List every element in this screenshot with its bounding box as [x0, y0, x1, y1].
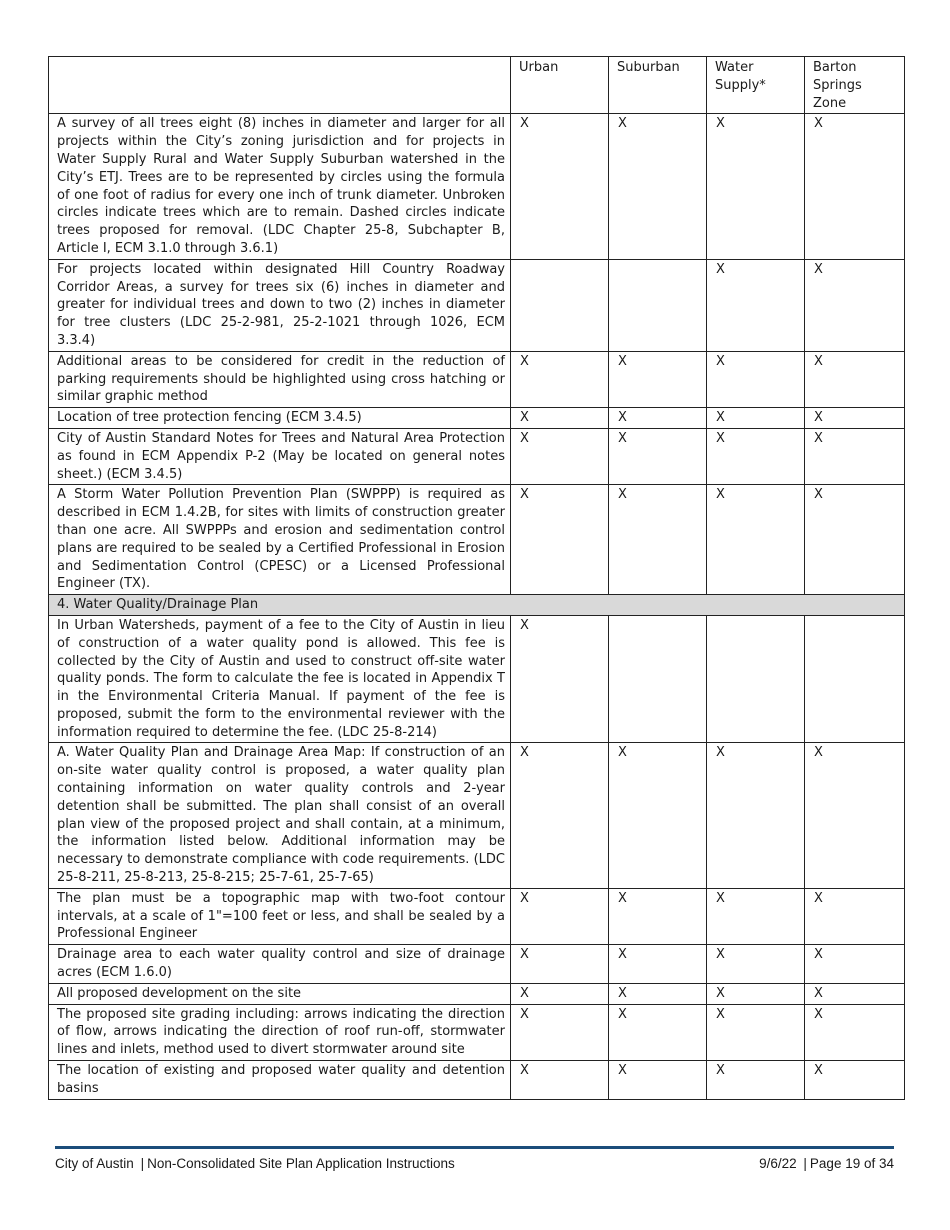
- cell-barton-springs: X: [805, 983, 905, 1004]
- cell-barton-springs: X: [805, 259, 905, 351]
- footer-page-number: Page 19 of 34: [809, 1156, 894, 1171]
- row-description: The proposed site grading including: arrows indicating the direction of flow, arrows indicating the direction of roof run-off, stormwater lines and inlets, method used to divert stormwater around site: [49, 1004, 511, 1060]
- header-suburban: Suburban: [609, 57, 707, 114]
- row-description: All proposed development on the site: [49, 983, 511, 1004]
- footer-separator: |: [803, 1156, 807, 1171]
- cell-urban: X: [511, 408, 609, 429]
- cell-water-supply: X: [707, 743, 805, 888]
- table-row: [49, 114, 905, 259]
- cell-urban: X: [511, 351, 609, 407]
- cell-suburban: [609, 259, 707, 351]
- cell-water-supply: X: [707, 983, 805, 1004]
- table-row: [49, 983, 905, 1004]
- cell-suburban: X: [609, 351, 707, 407]
- row-description: For projects located within designated Hill Country Roadway Corridor Areas, a survey for trees six (6) inches in diameter and greater for individual trees and down to two (2) inches in diameter for tree clusters (LDC 25-2-981, 25-2-1021 through 1026, ECM 3.3.4): [49, 259, 511, 351]
- cell-water-supply: X: [707, 351, 805, 407]
- cell-barton-springs: X: [805, 114, 905, 259]
- row-description: A survey of all trees eight (8) inches in diameter and larger for all projects within the City’s zoning jurisdiction and for projects in Water Supply Rural and Water Supply Suburban watershed in the City’s ETJ. Trees are to be represented by circles using the formula of one foot of radius for every one inch of trunk diameter. Unbroken circles indicate trees which are to remain. Dashed circles indicate trees proposed for removal. (LDC Chapter 25-8, Subchapter B, Article I, ECM 3.1.0 through 3.6.1): [49, 114, 511, 259]
- header-barton-springs: Barton Springs Zone: [805, 57, 905, 114]
- footer-document-title: Non-Consolidated Site Plan Application Instructions: [147, 1156, 455, 1171]
- row-description: City of Austin Standard Notes for Trees and Natural Area Protection as found in ECM Appendix P-2 (May be located on general notes sheet.) (ECM 3.4.5): [49, 428, 511, 484]
- cell-barton-springs: X: [805, 485, 905, 595]
- header-urban: Urban: [511, 57, 609, 114]
- table-row: [49, 485, 905, 595]
- footer-separator: |: [140, 1156, 145, 1171]
- cell-barton-springs: X: [805, 1061, 905, 1100]
- section-heading-row: [49, 595, 905, 616]
- table-row: [49, 743, 905, 888]
- footer-left: [55, 1156, 455, 1171]
- row-description: Drainage area to each water quality control and size of drainage acres (ECM 1.6.0): [49, 945, 511, 984]
- cell-suburban: X: [609, 408, 707, 429]
- table-row: [49, 615, 905, 743]
- row-description: The plan must be a topographic map with two-foot contour intervals, at a scale of 1"=100 feet or less, and shall be sealed by a Professional Engineer: [49, 888, 511, 944]
- footer-rule: [55, 1146, 894, 1149]
- cell-suburban: X: [609, 485, 707, 595]
- cell-water-supply: X: [707, 485, 805, 595]
- table-row: [49, 428, 905, 484]
- header-row: [49, 57, 905, 114]
- header-water-supply: Water Supply*: [707, 57, 805, 114]
- table-row: [49, 1004, 905, 1060]
- footer-date: 9/6/22: [759, 1156, 797, 1171]
- row-description: Additional areas to be considered for credit in the reduction of parking requirements should be highlighted using cross hatching or similar graphic method: [49, 351, 511, 407]
- cell-suburban: X: [609, 1004, 707, 1060]
- cell-suburban: X: [609, 114, 707, 259]
- cell-barton-springs: X: [805, 1004, 905, 1060]
- requirements-table: [48, 56, 905, 1100]
- row-description: In Urban Watersheds, payment of a fee to the City of Austin in lieu of construction of a water quality pond is allowed. This fee is collected by the City of Austin and used to construct off-site water quality ponds. The form to calculate the fee is located in Appendix T in the Environmental Criteria Manual. If payment of the fee is proposed, submit the form to the environmental reviewer with the information required to determine the fee. (LDC 25-8-214): [49, 615, 511, 743]
- cell-urban: X: [511, 615, 609, 743]
- cell-suburban: X: [609, 945, 707, 984]
- row-description: Location of tree protection fencing (ECM 3.4.5): [49, 408, 511, 429]
- cell-barton-springs: X: [805, 743, 905, 888]
- table-row: [49, 259, 905, 351]
- cell-barton-springs: X: [805, 351, 905, 407]
- cell-urban: X: [511, 485, 609, 595]
- cell-suburban: X: [609, 743, 707, 888]
- cell-suburban: X: [609, 983, 707, 1004]
- row-description: The location of existing and proposed water quality and detention basins: [49, 1061, 511, 1100]
- cell-urban: X: [511, 1061, 609, 1100]
- cell-barton-springs: X: [805, 428, 905, 484]
- row-description: A. Water Quality Plan and Drainage Area Map: If construction of an on-site water quality control is proposed, a water quality plan containing information on water quality controls and 2-year detention shall be submitted. The plan shall consist of an overall plan view of the proposed project and shall contain, at a minimum, the information listed below. Additional information may be necessary to demonstrate compliance with code requirements. (LDC 25-8-211, 25-8-213, 25-8-215; 25-7-61, 25-7-65): [49, 743, 511, 888]
- cell-urban: X: [511, 1004, 609, 1060]
- cell-water-supply: [707, 615, 805, 743]
- cell-barton-springs: [805, 615, 905, 743]
- cell-water-supply: X: [707, 1061, 805, 1100]
- row-description: A Storm Water Pollution Prevention Plan (SWPPP) is required as described in ECM 1.4.2B, for sites with limits of construction greater than one acre. All SWPPPs and erosion and sedimentation control plans are required to be sealed by a Certified Professional in Erosion and Sedimentation Control (CPESC) or a Licensed Professional Engineer (TX).: [49, 485, 511, 595]
- cell-urban: X: [511, 114, 609, 259]
- cell-water-supply: X: [707, 428, 805, 484]
- cell-water-supply: X: [707, 1004, 805, 1060]
- cell-water-supply: X: [707, 408, 805, 429]
- section-heading: 4. Water Quality/Drainage Plan: [49, 595, 905, 616]
- cell-suburban: X: [609, 888, 707, 944]
- cell-water-supply: X: [707, 888, 805, 944]
- footer-right: [759, 1156, 894, 1171]
- cell-urban: X: [511, 983, 609, 1004]
- header-description: [49, 57, 511, 114]
- cell-barton-springs: X: [805, 945, 905, 984]
- cell-urban: X: [511, 888, 609, 944]
- cell-water-supply: X: [707, 259, 805, 351]
- cell-urban: X: [511, 945, 609, 984]
- table-row: [49, 1061, 905, 1100]
- table-row: [49, 888, 905, 944]
- cell-water-supply: X: [707, 114, 805, 259]
- cell-water-supply: X: [707, 945, 805, 984]
- cell-suburban: X: [609, 428, 707, 484]
- footer-org: City of Austin: [55, 1156, 134, 1171]
- table-row: [49, 945, 905, 984]
- cell-urban: [511, 259, 609, 351]
- cell-barton-springs: X: [805, 408, 905, 429]
- cell-urban: X: [511, 428, 609, 484]
- cell-barton-springs: X: [805, 888, 905, 944]
- cell-suburban: [609, 615, 707, 743]
- cell-suburban: X: [609, 1061, 707, 1100]
- cell-urban: X: [511, 743, 609, 888]
- table-row: [49, 408, 905, 429]
- table-row: [49, 351, 905, 407]
